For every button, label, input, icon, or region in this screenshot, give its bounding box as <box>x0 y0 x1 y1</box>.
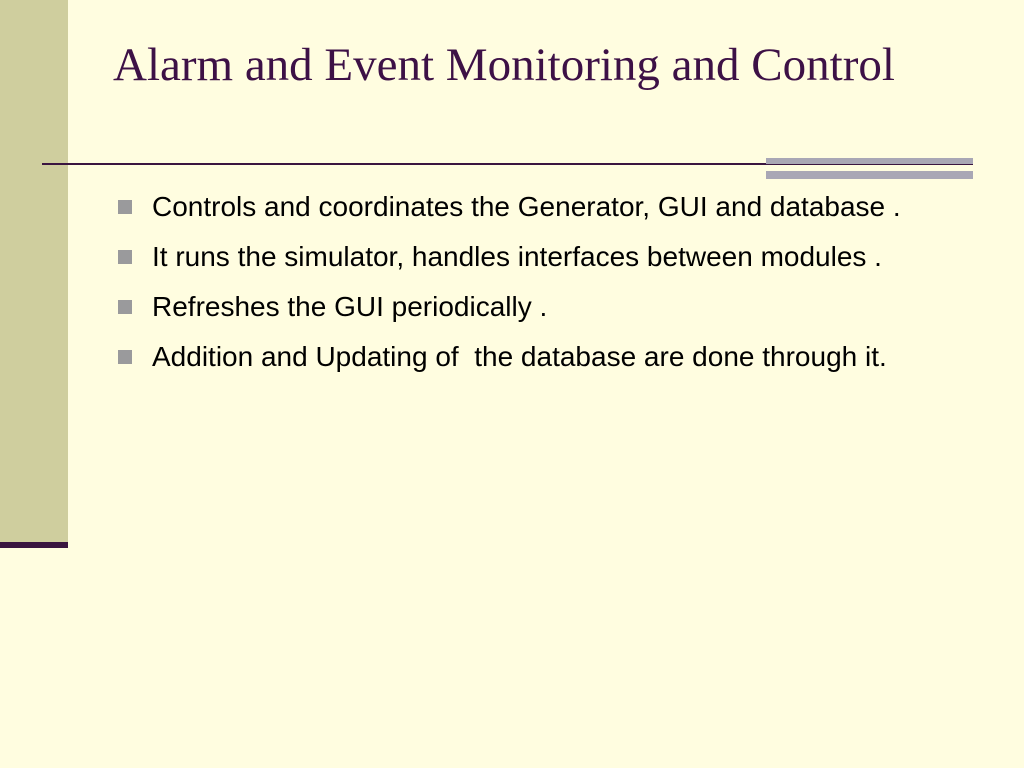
bullet-item <box>113 287 913 327</box>
bullet-item <box>113 187 913 227</box>
bullet-item <box>113 337 913 377</box>
bullet-item <box>113 237 913 277</box>
bullet-text: It runs the simulator, handles interfaces between modules . <box>152 241 882 272</box>
square-bullet-icon <box>118 300 132 314</box>
slide-title: Alarm and Event Monitoring and Control <box>113 39 895 91</box>
square-bullet-icon <box>118 350 132 364</box>
bullet-text: Addition and Updating of the database are done through it. <box>152 341 887 372</box>
square-bullet-icon <box>118 250 132 264</box>
bullet-text: Controls and coordinates the Generator, GUI and database . <box>152 191 901 222</box>
decorative-grey-bar-bottom <box>766 171 973 179</box>
square-bullet-icon <box>118 200 132 214</box>
bullet-text: Refreshes the GUI periodically . <box>152 291 548 322</box>
left-accent-bar <box>0 542 68 548</box>
left-decorative-band <box>0 0 68 542</box>
decorative-grey-bar-top <box>766 158 973 164</box>
bullet-list <box>113 187 913 387</box>
